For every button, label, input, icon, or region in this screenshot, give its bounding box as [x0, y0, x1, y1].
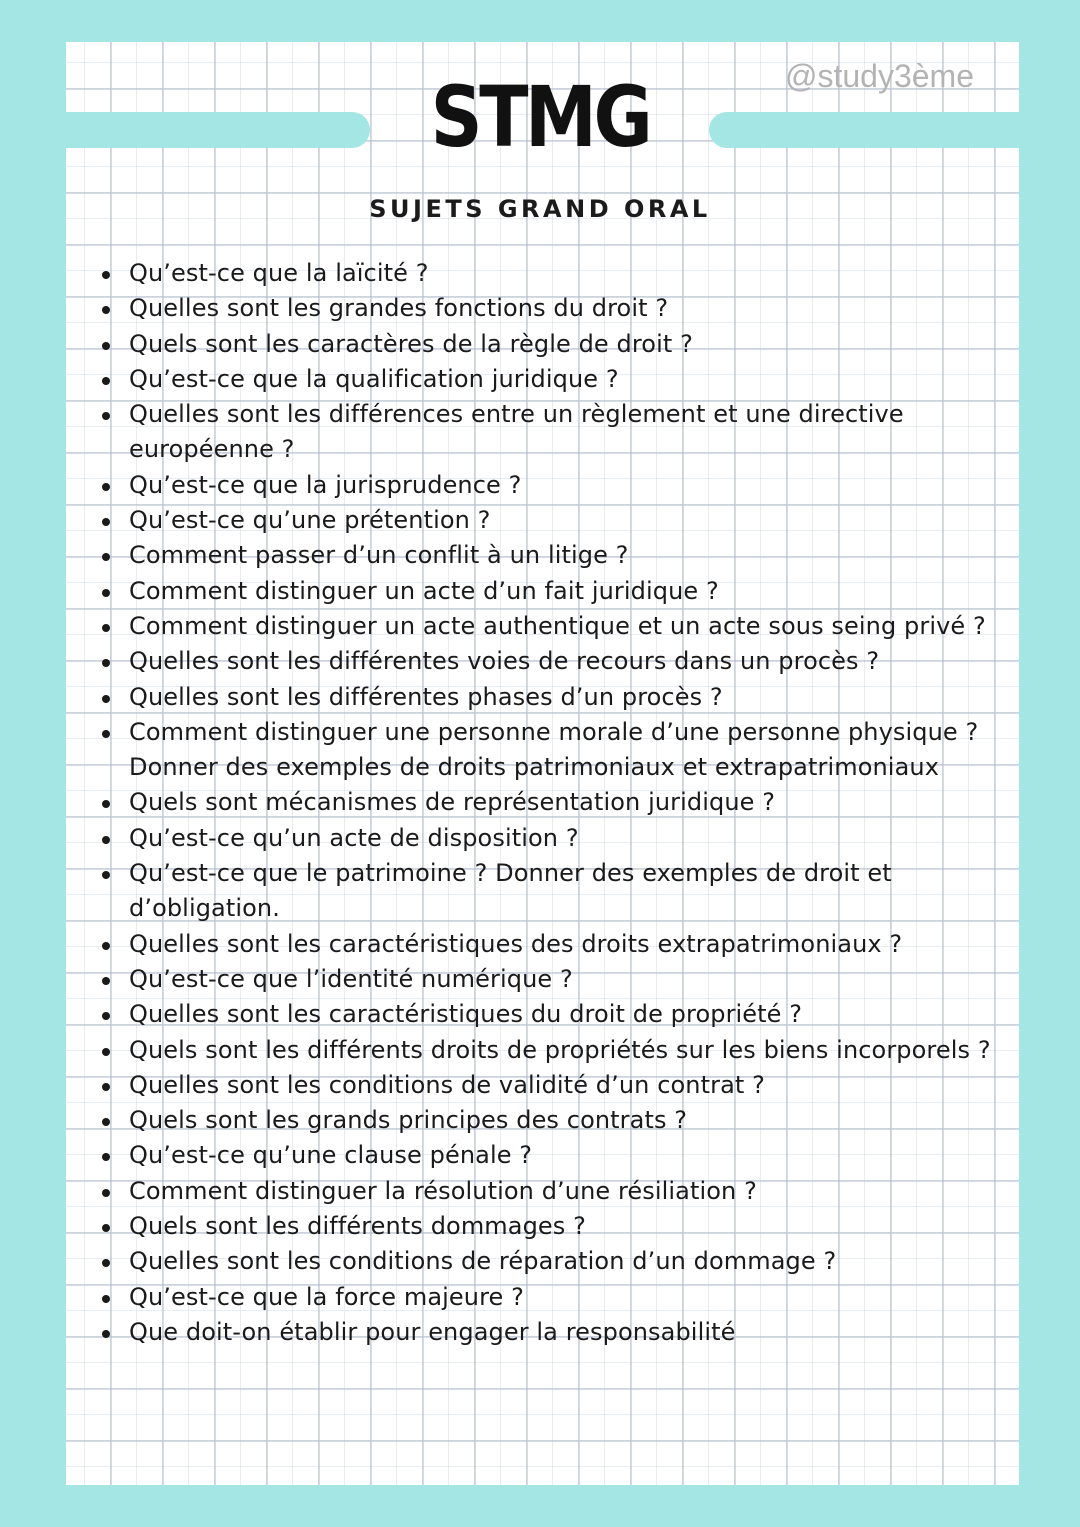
- bullet-icon: [102, 836, 110, 844]
- list-item: [102, 997, 1002, 1032]
- question-text: Quelles sont les caractéristiques du droit de propriété ?: [129, 1000, 803, 1029]
- question-text: Qu’est-ce qu’un acte de disposition ?: [129, 823, 579, 852]
- list-item: [102, 680, 1002, 715]
- bullet-icon: [102, 1048, 110, 1056]
- list-item: [102, 256, 1002, 291]
- bullet-icon: [102, 871, 110, 879]
- question-text: Quelles sont les différentes phases d’un procès ?: [129, 682, 723, 711]
- question-text: Quels sont les différents droits de propriétés sur les biens incorporels ?: [129, 1035, 991, 1064]
- list-item: [102, 1138, 1002, 1173]
- bullet-icon: [102, 1259, 110, 1267]
- list-item: [102, 821, 1002, 856]
- bullet-icon: [102, 342, 110, 350]
- list-item: [102, 644, 1002, 679]
- bullet-icon: [102, 377, 110, 385]
- question-text: Comment distinguer un acte authentique et un acte sous seing privé ?: [129, 611, 986, 640]
- bullet-icon: [102, 942, 110, 950]
- list-item: [102, 1174, 1002, 1209]
- question-text: Qu’est-ce que la force majeure ?: [129, 1282, 524, 1311]
- question-text: Quelles sont les différences entre un règlement et une directive européenne ?: [129, 400, 904, 464]
- question-text: Quels sont les grands principes des contrats ?: [129, 1106, 688, 1135]
- list-item: [102, 1068, 1002, 1103]
- list-item: [102, 327, 1002, 362]
- question-text: Quelles sont les caractéristiques des droits extrapatrimoniaux ?: [129, 929, 903, 958]
- list-item: [102, 574, 1002, 609]
- question-text: Quelles sont les conditions de réparation d’un dommage ?: [129, 1247, 837, 1276]
- bullet-icon: [102, 659, 110, 667]
- list-item: [102, 538, 1002, 573]
- question-text: Qu’est-ce qu’une clause pénale ?: [129, 1141, 533, 1170]
- bullet-icon: [102, 1189, 110, 1197]
- bullet-icon: [102, 1330, 110, 1338]
- question-text: Qu’est-ce que la laïcité ?: [129, 259, 429, 287]
- bullet-icon: [102, 271, 110, 279]
- question-text: Qu’est-ce que le patrimoine ? Donner des exemples de droit et d’obligation.: [129, 859, 892, 923]
- list-item: [102, 609, 1002, 644]
- list-item: [102, 468, 1002, 503]
- list-item: [102, 1244, 1002, 1279]
- question-text: Quels sont mécanismes de représentation juridique ?: [129, 788, 776, 817]
- question-list: [102, 256, 1002, 1350]
- question-text: Que doit-on établir pour engager la responsabilité: [129, 1317, 736, 1346]
- bullet-icon: [102, 306, 110, 314]
- list-item: [102, 1280, 1002, 1315]
- bullet-icon: [102, 1153, 110, 1161]
- bullet-icon: [102, 695, 110, 703]
- list-item: [102, 1315, 1002, 1350]
- list-item: [102, 291, 1002, 326]
- bullet-icon: [102, 553, 110, 561]
- bullet-icon: [102, 1012, 110, 1020]
- question-text: Qu’est-ce que la qualification juridique ?: [129, 364, 619, 393]
- page-title: STMG: [430, 68, 650, 166]
- bullet-icon: [102, 977, 110, 985]
- question-text: Quels sont les différents dommages ?: [129, 1212, 586, 1241]
- list-item: [102, 1209, 1002, 1244]
- bullet-icon: [102, 800, 110, 808]
- bullet-icon: [102, 518, 110, 526]
- bullet-icon: [102, 1118, 110, 1126]
- bullet-icon: [102, 483, 110, 491]
- question-text: Quelles sont les différentes voies de recours dans un procès ?: [129, 647, 880, 676]
- question-text: Quelles sont les conditions de validité d’un contrat ?: [129, 1070, 765, 1099]
- question-text: Qu’est-ce que l’identité numérique ?: [129, 964, 573, 993]
- list-item: [102, 785, 1002, 820]
- question-text: Qu’est-ce qu’une prétention ?: [129, 506, 491, 535]
- list-item: [102, 397, 1002, 468]
- list-item: [102, 362, 1002, 397]
- list-item: [102, 962, 1002, 997]
- list-item: [102, 1103, 1002, 1138]
- question-text: Quelles sont les grandes fonctions du droit ?: [129, 294, 669, 323]
- question-text: Comment distinguer une personne morale d’une personne physique ? Donner des exemples de droits patrimoniaux et extrapatrimoniaux: [129, 717, 979, 782]
- bullet-icon: [102, 730, 110, 738]
- question-text: Comment distinguer un acte d’un fait juridique ?: [129, 576, 719, 605]
- question-text: Qu’est-ce que la jurisprudence ?: [129, 470, 522, 499]
- bullet-icon: [102, 624, 110, 632]
- bullet-icon: [102, 589, 110, 597]
- list-item: [102, 715, 1002, 786]
- question-text: Comment passer d’un conflit à un litige ?: [129, 541, 629, 570]
- bullet-icon: [102, 412, 110, 420]
- bullet-icon: [102, 1083, 110, 1091]
- author-handle: @study3ème: [784, 58, 974, 94]
- list-item: [102, 856, 1002, 927]
- question-text: Quels sont les caractères de la règle de droit ?: [129, 329, 693, 358]
- list-item: [102, 927, 1002, 962]
- question-text: Comment distinguer la résolution d’une résiliation ?: [129, 1176, 757, 1205]
- bullet-icon: [102, 1295, 110, 1303]
- bullet-icon: [102, 1224, 110, 1232]
- list-item: [102, 503, 1002, 538]
- page-subtitle: SUJETS GRAND ORAL: [369, 195, 711, 223]
- list-item: [102, 1033, 1002, 1068]
